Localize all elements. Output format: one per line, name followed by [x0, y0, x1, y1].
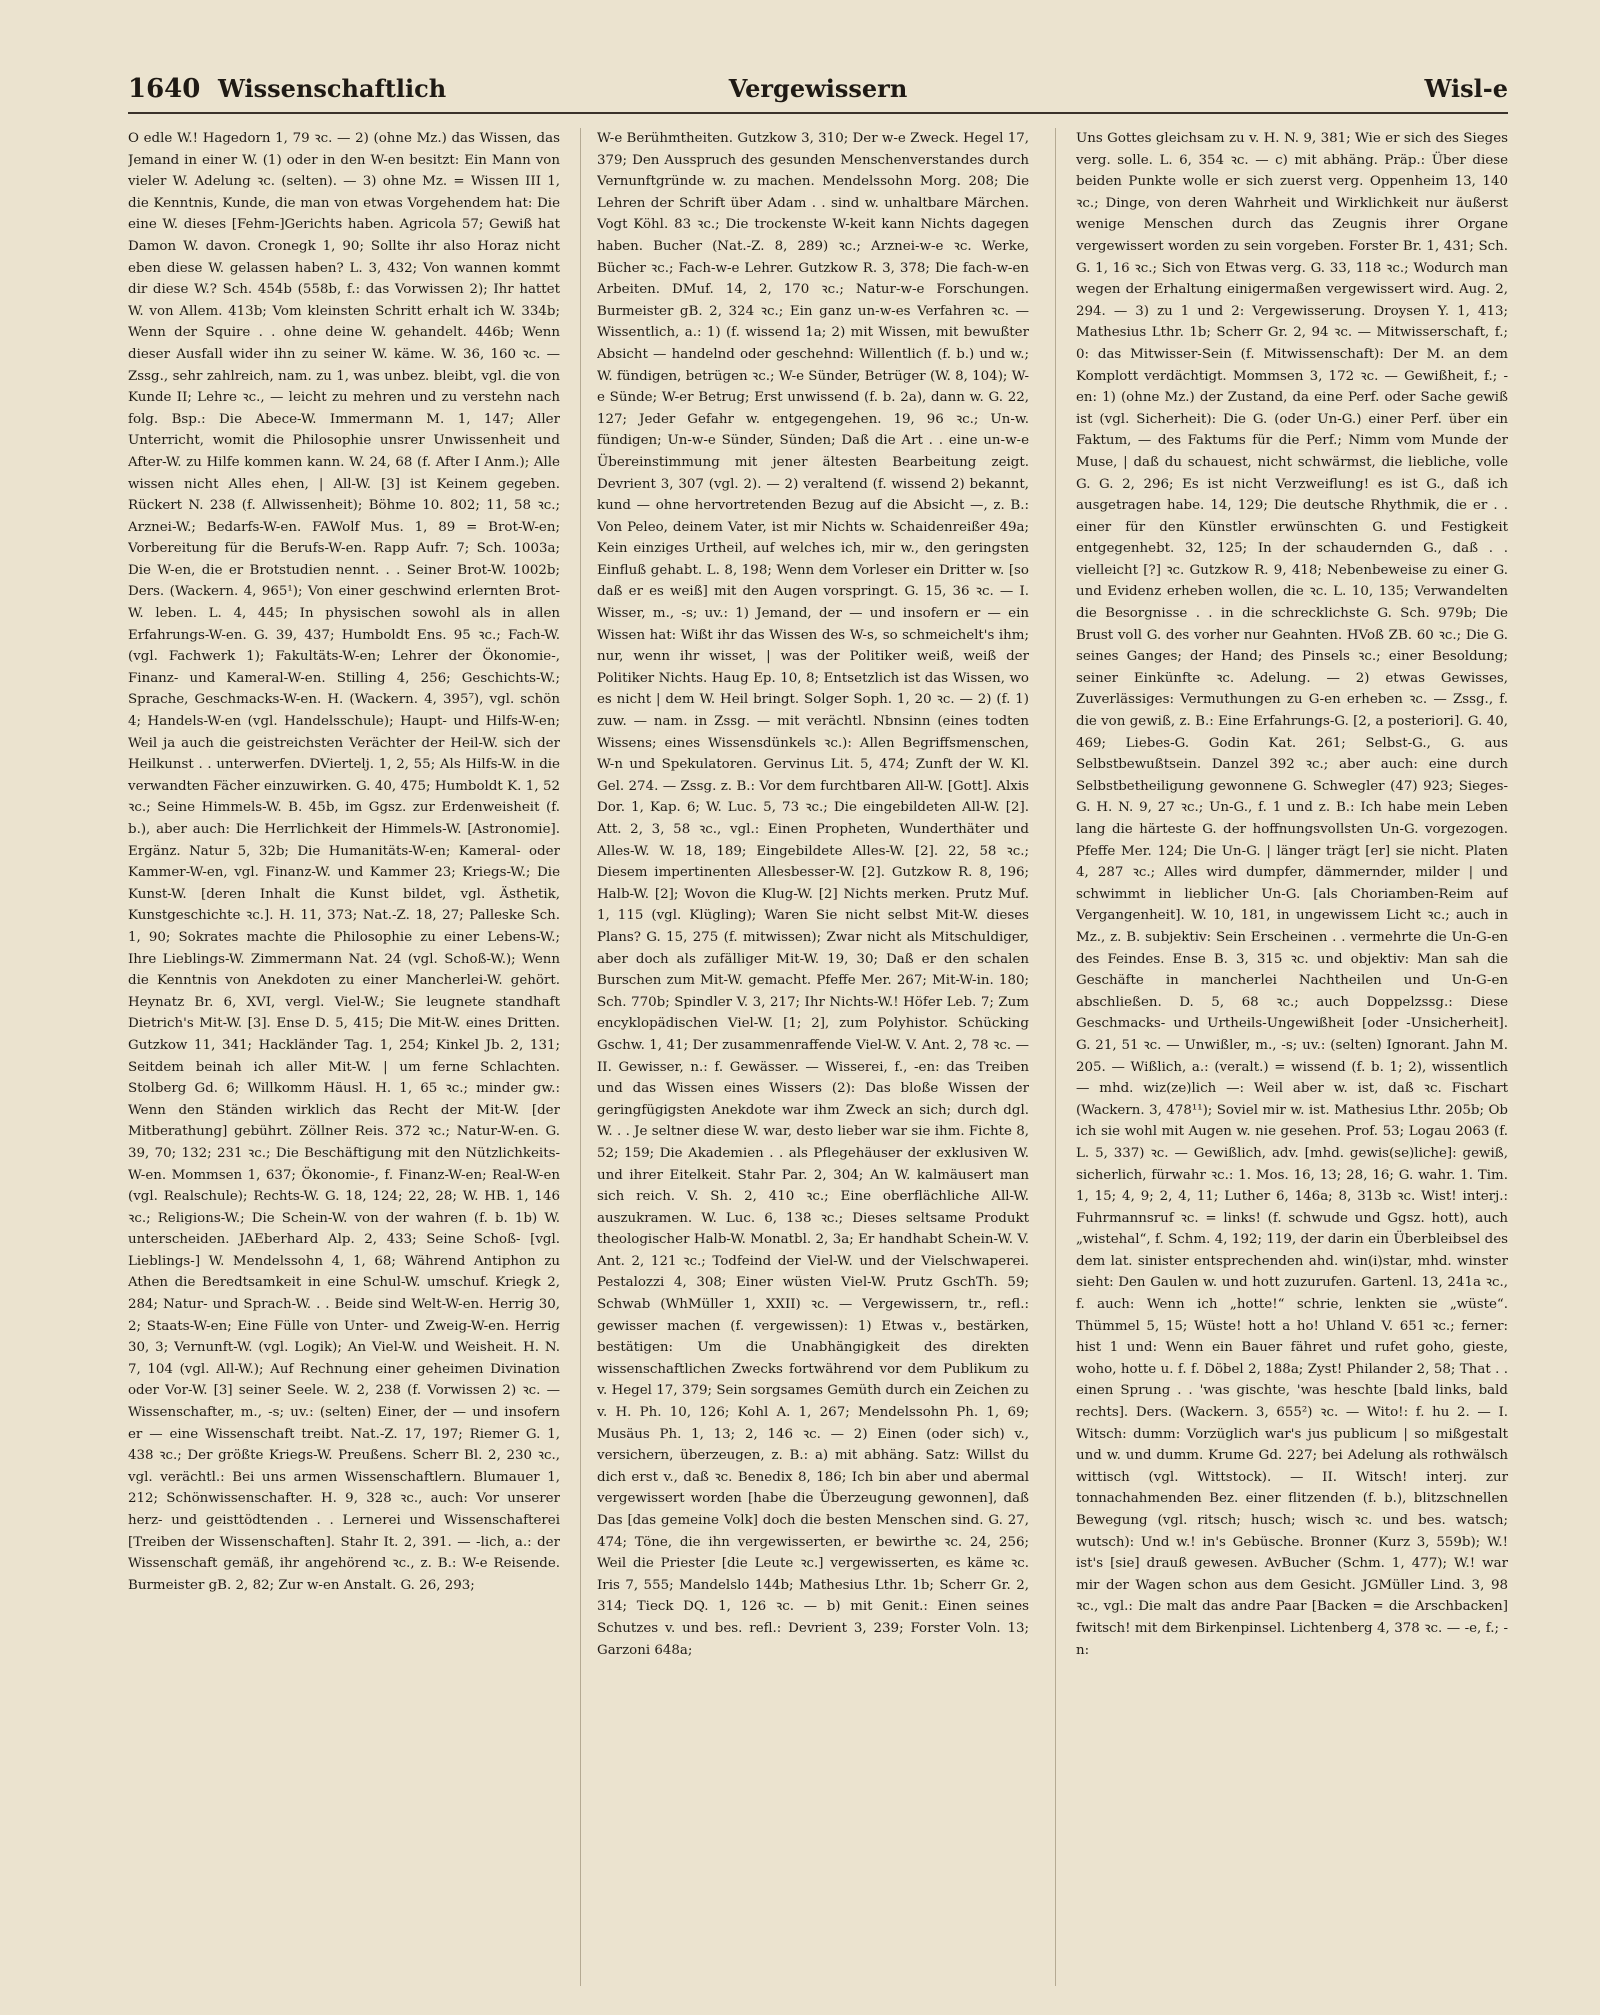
column-text: O edle W.! Hagedorn 1, 79 ꝛc. — 2) (ohne Mz.) das Wissen, das Jemand in einer W. (1) oder in den W-en besitzt: Ein Mann von vieler W. Adelung ꝛc. (selten). — 3) ohne Mz. = Wissen III 1, die Kenntnis, Kunde, die man von etwas Vorgehendem hat: Die eine W. dieses [Fehm-]Gerichts haben. Agricola 57; Gewiß hat Damon W. davon. Cronegk 1, 90; Sollte ihr also Horaz nicht eben diese W. gelassen haben? L. 3, 432; Von wannen kommt dir diese W.? Sch. 454b (558b, f.: das Vorwissen 2); Ihr hattet W. von Allem. 413b; Vom kleinsten Schritt erhalt ich W. 334b; Wenn der Squire . . ohne deine W. gehandelt. 446b; Wenn dieser Ausfall wider ihn zu seiner W. käme. W. 36, 160 ꝛc. — Zssg., sehr zahlreich, nam. zu 1, was unbez. bleibt, vgl. die von Kunde II; Lehre ꝛc., — leicht zu mehren und zu verstehn nach folg. Bsp.: Die Abece-W. Immermann M. 1, 147; Aller Unterricht, womit die Philosophie unsrer Unwissenheit und After-W. zu Hilfe kommen kann. W. 24, 68 (f. After I Anm.); Alle wissen nicht Alles ehen, | All-W. [3] ist Keinem gegeben. Rückert N. 238 (f. Allwissenheit); Böhme 10. 802; 11, 58 ꝛc.; Arznei-W.; Bedarfs-W-en. FAWolf Mus. 1, 89 = Brot-W-en; Vorbereitung für die Berufs-W-en. Rapp Aufr. 7; Sch. 1003a; Die W-en, die er Brotstudien nennt. . . Seiner Brot-W. 1002b; Ders. (Wackern. 4, 965¹); Von einer geschwind erlernten Brot-W. leben. L. 4, 445; In physischen sowohl als in allen Erfahrungs-W-en. G. 39, 437; Humboldt Ens. 95 ꝛc.; Fach-W. (vgl. Fachwerk 1); Fakultäts-W-en; Lehrer der Ökonomie-, Finanz- und Kameral-W-en. Stilling 4, 256; Geschichts-W.; Sprache, Geschmacks-W-en. H. (Wackern. 4, 395⁷), vgl. schön 4; Handels-W-en (vgl. Handelsschule); Haupt- und Hilfs-W-en; Weil ja auch die geistreichsten Verächter der Heil-W. sich der Heilkunst . . unterwerfen. DViertelj. 1, 2, 55; Als Hilfs-W. in die verwandten Fächer einzuwirken. G. 40, 475; Humboldt K. 1, 52 ꝛc.; Seine Himmels-W. B. 45b, im Ggsz. zur Erdenweisheit (f. b.), aber auch: Die Herrlichkeit der Himmels-W. [Astronomie]. Ergänz. Natur 5, 32b; Die Humanitäts-W-en; Kameral- oder Kammer-W-en, vgl. Finanz-W. und Kammer 23; Kriegs-W.; Die Kunst-W. [deren Inhalt die Kunst bildet, vgl. Ästhetik, Kunstgeschichte ꝛc.]. H. 11, 373; Nat.-Z. 18, 27; Palleske Sch. 1, 90; Sokrates machte die Philosophie zu einer Lebens-W.; Ihre Lieblings-W. Zimmermann Nat. 24 (vgl. Schoß-W.); Wenn die Kenntnis von Anekdoten zu einer Mancherlei-W. gehört. Heynatz Br. 6, XVI, vergl. Viel-W.; Sie leugnete standhaft Dietrich's Mit-W. [3]. Ense D. 5, 415; Die Mit-W. eines Dritten. Gutzkow 11, 341; Hackländer Tag. 1, 254; Kinkel Jb. 2, 131; Seitdem beinah ich aller Mit-W. | um ferne Schlachten. Stolberg Gd. 6; Willkomm Häusl. H. 1, 65 ꝛc.; minder gw.: Wenn den Ständen wirklich das Recht der Mit-W. [der Mitberathung] gebührt. Zöllner Reis. 372 ꝛc.; Natur-W-en. G. 39, 70; 132; 231 ꝛc.; Die Beschäftigung mit den Nützlichkeits-W-en. Mommsen 1, 637; Ökonomie-, f. Finanz-W-en; Real-W-en (vgl. Realschule); Rechts-W. G. 18, 124; 22, 28; W. HB. 1, 146 ꝛc.; Religions-W.; Die Schein-W. von der wahren (f. b. 1b) W. unterscheiden. JAEberhard Alp. 2, 433; Seine Schoß- [vgl. Lieblings-] W. Mendelssohn 4, 1, 68; Während Antiphon zu Athen die Beredtsamkeit in eine Schul-W. umschuf. Kriegk 2, 284; Natur- und Sprach-W. . . Beide sind Welt-W-en. Herrig 30, 2; Staats-W-en; Eine Fülle von Unter- und Zweig-W-en. Herrig 30, 3; Vernunft-W. (vgl. Logik); An Viel-W. und Weisheit. H. N. 7, 104 (vgl. All-W.); Auf Rechnung einer geheimen Divination oder Vor-W. [3] seiner Seele. W. 2, 238 (f. Vorwissen 2) ꝛc. — Wissenschafter, m., -s; uv.: (selten) Einer, der — und insofern er — eine Wissenschaft treibt. Nat.-Z. 17, 197; Riemer G. 1, 438 ꝛc.; Der größte Kriegs-W. Preußens. Scherr Bl. 2, 230 ꝛc., vgl. verächtl.: Bei uns armen Wissenschaftlern. Blumauer 1, 212; Schönwissenschafter. H. 9, 328 ꝛc., auch: Vor unserer herz- und geisttödtenden . . Lernerei und Wissenschafterei [Treiben der Wissenschaften]. Stahr It. 2, 391. — -lich, a.: der Wissenschaft gemäß, ihr angehörend ꝛc., z. B.: W-e Reisende. Burmeister gB. 2, 82; Zur w-en Anstalt. G. 26, 293;: [128, 131, 560, 1593]
column-text: Uns Gottes gleichsam zu v. H. N. 9, 381; Wie er sich des Sieges verg. solle. L. 6, 354 ꝛc. — c) mit abhäng. Präp.: Über diese beiden Punkte wolle er sich zuerst verg. Oppenheim 13, 140 ꝛc.; Dinge, von deren Wahrheit und Wirklichkeit nur äußerst wenige Menschen durch das Zeugnis ihrer Organe vergewissert worden zu sein vorgeben. Forster Br. 1, 431; Sch. G. 1, 16 ꝛc.; Sich von Etwas verg. G. 33, 118 ꝛc.; Wodurch man wegen der Erhaltung einigermaßen vergewissert wird. Aug. 2, 294. — 3) zu 1 und 2: Vergewisserung. Droysen Y. 1, 413; Mathesius Lthr. 1b; Scherr Gr. 2, 94 ꝛc. — Mitwisserschaft, f.; 0: das Mitwisser-Sein (f. Mitwissenschaft): Der M. an dem Komplott verdächtigt. Mommsen 3, 172 ꝛc. — Gewißheit, f.; -en: 1) (ohne Mz.) der Zustand, da eine Perf. oder Sache gewiß ist (vgl. Sicherheit): Die G. (oder Un-G.) einer Perf. über ein Faktum, — des Faktums für die Perf.; Nimm vom Munde der Muse, | daß du schauest, nicht schwärmst, die liebliche, volle G. G. 2, 296; Es ist nicht Verzweiflung! es ist G., daß ich ausgetragen habe. 14, 129; Die deutsche Rhythmik, die er . . einer für den Künstler erwünschten G. und Festigkeit entgegenhebt. 32, 125; In der schaudernden G., daß . . vielleicht [?] ꝛc. Gutzkow R. 9, 418; Nebenbeweise zu einer G. und Evidenz erheben wollen, die ꝛc. L. 10, 135; Verwandelten die Besorgnisse . . in die schrecklichste G. Sch. 979b; Die Brust voll G. des vorher nur Geahnten. HVoß ZB. 60 ꝛc.; Die G. seines Ganges; der Hand; des Pinsels ꝛc.; einer Besoldung; seiner Einkünfte ꝛc. Adelung. — 2) etwas Gewisses, Zuverlässiges: Vermuthungen zu G-en erheben ꝛc. — Zssg., f. die von gewiß, z. B.: Eine Erfahrungs-G. [2, a posteriori]. G. 40, 469; Liebes-G. Godin Kat. 261; Selbst-G., G. aus Selbstbewußtsein. Danzel 392 ꝛc.; aber auch: eine durch Selbstbetheiligung gewonnene G. Schwegler (47) 923; Sieges-G. H. N. 9, 27 ꝛc.; Un-G., f. 1 und z. B.: Ich habe mein Leben lang die härteste G. der hoffnungsvollsten Un-G. vorgezogen. Pfeffe Mer. 124; Die Un-G. | länger trägt [er] sie nicht. Platen 4, 287 ꝛc.; Alles wird dumpfer, dämmernder, milder | und schwimmt in lieblicher Un-G. [als Choriamben-Reim auf Vergangenheit]. W. 10, 181, in ungewissem Licht ꝛc.; auch in Mz., z. B. subjektiv: Sein Erscheinen . . vermehrte die Un-G-en des Feindes. Ense B. 3, 315 ꝛc. und objektiv: Man sah die Geschäfte in mancherlei Nachtheilen und Un-G-en abschließen. D. 5, 68 ꝛc.; auch Doppelzssg.: Diese Geschmacks- und Urtheils-Ungewißheit [oder -Unsicherheit]. G. 21, 51 ꝛc. — Unwißler, m., -s; uv.: (selten) Ignorant. Jahn M. 205. — Wißlich, a.: (veralt.) = wissend (f. b. 1; 2), wissentlich — mhd. wiz(ze)lich —: Weil aber w. ist, daß ꝛc. Fischart (Wackern. 3, 478¹¹); Soviel mir w. ist. Mathesius Lthr. 205b; Ob ich sie wohl mit Augen w. nie gesehen. Prof. 53; Logau 2063 (f. L. 5, 337) ꝛc. — Gewißlich, adv. [mhd. gewis(se)liche]: gewiß, sicherlich, fürwahr ꝛc.: 1. Mos. 16, 13; 28, 16; G. wahr. 1. Tim. 1, 15; 4, 9; 2, 4, 11; Luther 6, 146a; 8, 313b ꝛc. Wist! interj.: Fuhrmannsruf ꝛc. = links! (f. schwude und Ggsz. hott), auch „wistehal“, f. Schm. 4, 192; 119, der darin ein Überbleibsel des dem lat. sinister entsprechenden ahd. win(i)star, mhd. winster sieht: Den Gaulen w. und hott zuzurufen. Gartenl. 13, 241a ꝛc., f. auch: Wenn ich „hotte!“ schrie, lenkten sie „wüste“. Thümmel 5, 15; Wüste! hott a ho! Uhland V. 651 ꝛc.; ferner: hist 1 und: Wenn ein Bauer fähret und rufet goho, gieste, woho, hotte u. f. f. Döbel 2, 188a; Zyst! Philander 2, 58; That . . einen Sprung . . 'was gischte, 'was heschte [bald links, bald rechts]. Ders. (Wackern. 3, 655²) ꝛc. — Wito!: f. hu 2. — I. Witsch: dumm: Vorzüglich war's jus publicum | so mißgestalt und w. und dumm. Krume Gd. 227; bei Adelung als rothwälsch wittisch (vgl. Wittstock). — II. Witsch! interj. zur tonnachahmenden Bez. einer flitzenden (f. b.), blitzschnellen Bewegung (vgl. ritsch; husch; wisch ꝛc. und bes. watsch; wutsch): Und w.! in's Gebüsche. Bronner (Kurz 3, 559b); W.! ist's [sie] drauß gewesen. AvBucher (Schm. 1, 477); W.! war mir der Wagen schon aus dem Gesicht. JGMüller Lind. 3, 98 ꝛc., vgl.: Die malt das andre Paar [Backen = die Arschbacken] fwitsch! mit dem Birkenpinsel. Lichtenberg 4, 378 ꝛc. — -e, f.; -n:: [1076, 131, 1508, 1658]
right-catchword: Wisl-e: [1424, 74, 1508, 103]
text-column-left: [128, 128, 560, 1988]
page-number: 1640: [128, 74, 201, 104]
text-column-middle: [597, 128, 1029, 1988]
page-header: [128, 72, 1508, 114]
column-divider: [580, 128, 581, 1986]
column-divider: [1055, 128, 1056, 1986]
column-text: W-e Berühmtheiten. Gutzkow 3, 310; Der w-e Zweck. Hegel 17, 379; Den Ausspruch des gesunden Menschenverstandes durch Vernunftgründe w. zu machen. Mendelssohn Morg. 208; Die Lehren der Schrift über Adam . . sind w. unhaltbare Märchen. Vogt Köhl. 83 ꝛc.; Die trockenste W-keit kann Nichts dagegen haben. Bucher (Nat.-Z. 8, 289) ꝛc.; Arznei-w-e ꝛc. Werke, Bücher ꝛc.; Fach-w-e Lehrer. Gutzkow R. 3, 378; Die fach-w-en Arbeiten. DMuf. 14, 2, 170 ꝛc.; Natur-w-e Forschungen. Burmeister gB. 2, 324 ꝛc.; Ein ganz un-w-es Verfahren ꝛc. — Wissentlich, a.: 1) (f. wissend 1a; 2) mit Wissen, mit bewußter Absicht — handelnd oder geschehnd: Willentlich (f. b.) und w.; W. fündigen, betrügen ꝛc.; W-e Sünder, Betrüger (W. 8, 104); W-e Sünde; W-er Betrug; Erst unwissend (f. b. 2a), dann w. G. 22, 127; Jeder Gefahr w. entgegengehen. 19, 96 ꝛc.; Un-w. fündigen; Un-w-e Sünder, Sünden; Daß die Art . . eine un-w-e Übereinstimmung mit jener ältesten Bearbeitung zeigt. Devrient 3, 307 (vgl. 2). — 2) veraltend (f. wissend 2) bekannt, kund — ohne hervortretenden Bezug auf die Absicht —, z. B.: Von Peleo, deinem Vater, ist mir Nichts w. Schaidenreißer 49a; Kein einziges Urtheil, auf welches ich, mir w., den geringsten Einfluß gehabt. L. 8, 198; Wenn dem Vorleser ein Dritter w. [so daß er es weiß] mit den Augen vorspringt. G. 15, 36 ꝛc. — I. Wisser, m., -s; uv.: 1) Jemand, der — und insofern er — ein Wissen hat: Wißt ihr das Wissen des W-s, so schmeichelt's ihm; nur, wenn ihr wisset, | was der Politiker weiß, weiß der Politiker Nichts. Haug Ep. 10, 8; Entsetzlich ist das Wissen, wo es nicht | dem W. Heil bringt. Solger Soph. 1, 20 ꝛc. — 2) (f. 1) zuw. — nam. in Zssg. — mit verächtl. Nbnsinn (eines todten Wissens; eines Wissensdünkels ꝛc.): Allen Begriffsmenschen, W-n und Spekulatoren. Gervinus Lit. 5, 474; Zunft der W. Kl. Gel. 274. — Zssg. z. B.: Vor dem furchtbaren All-W. [Gott]. Alxis Dor. 1, Kap. 6; W. Luc. 5, 73 ꝛc.; Die eingebildeten All-W. [2]. Att. 2, 3, 58 ꝛc., vgl.: Einen Propheten, Wunderthäter und Alles-W. W. 18, 189; Eingebildete Alles-W. [2]. 22, 58 ꝛc.; Diesem impertinenten Allesbesser-W. [2]. Gutzkow R. 8, 196; Halb-W. [2]; Wovon die Klug-W. [2] Nichts merken. Prutz Muf. 1, 115 (vgl. Klügling); Waren Sie nicht selbst Mit-W. dieses Plans? G. 15, 275 (f. mitwissen); Zwar nicht als Mitschuldiger, aber doch als zufälliger Mit-W. 19, 30; Daß er den schalen Burschen zum Mit-W. gemacht. Pfeffe Mer. 267; Mit-W-in. 180; Sch. 770b; Spindler V. 3, 217; Ihr Nichts-W.! Höfer Leb. 7; Zum encyklopädischen Viel-W. [1; 2], zum Polyhistor. Schücking Gschw. 1, 41; Der zusammenraffende Viel-W. V. Ant. 2, 78 ꝛc. — II. Gewisser, n.: f. Gewässer. — Wisserei, f., -en: das Treiben und das Wissen eines Wissers (2): Das bloße Wissen der geringfügigsten Anekdote war ihm Zweck an sich; durch dgl. W. . . Je seltner diese W. war, desto lieber war sie ihm. Fichte 8, 52; 159; Die Akademien . . als Pflegehäuser der exklusiven W. und ihrer Eitelkeit. Stahr Par. 2, 304; An W. kalmäusert man sich reich. V. Sh. 2, 410 ꝛc.; Eine oberflächliche All-W. auszukramen. W. Luc. 6, 138 ꝛc.; Dieses seltsame Produkt theologischer Halb-W. Monatbl. 2, 3a; Er handhabt Schein-W. V. Ant. 2, 121 ꝛc.; Todfeind der Viel-W. und der Vielschwaperei. Pestalozzi 4, 308; Einer wüsten Viel-W. Prutz GschTh. 59; Schwab (WhMüller 1, XXII) ꝛc. — Vergewissern, tr., refl.: gewisser machen (f. vergewissen): 1) Etwas v., bestärken, bestätigen: Um die Unabhängigkeit des direkten wissenschaftlichen Zwecks fortwährend vor dem Publikum zu v. Hegel 17, 379; Sein sorgsames Gemüth durch ein Zeichen zu v. H. Ph. 10, 126; Kohl A. 1, 267; Mendelssohn Ph. 1, 69; Musäus Ph. 1, 13; 2, 146 ꝛc. — 2) Einen (oder sich) v., versichern, überzeugen, z. B.: a) mit abhäng. Satz: Willst du dich erst v., daß ꝛc. Benedix 8, 186; Ich bin aber und abermal vergewissert worden [habe die Überzeugung gewonnen], daß Das [das gemeine Volk] doch die besten Menschen sind. G. 27, 474; Töne, die ihn vergewisserten, er bewirthe ꝛc. 24, 256; Weil die Priester [die Leute ꝛc.] vergewisserten, es käme ꝛc. Iris 7, 555; Mandelslo 144b; Mathesius Lthr. 1b; Scherr Gr. 2, 314; Tieck DQ. 1, 126 ꝛc. — b) mit Genit.: Einen seines Schutzes v. und bes. refl.: Devrient 3, 239; Forster Voln. 13; Garzoni 648a;: [597, 131, 1029, 1658]
left-catchword: Wissenschaftlich: [218, 74, 447, 103]
center-catchword: Vergewissern: [728, 74, 908, 103]
text-column-right: [1076, 128, 1508, 1988]
